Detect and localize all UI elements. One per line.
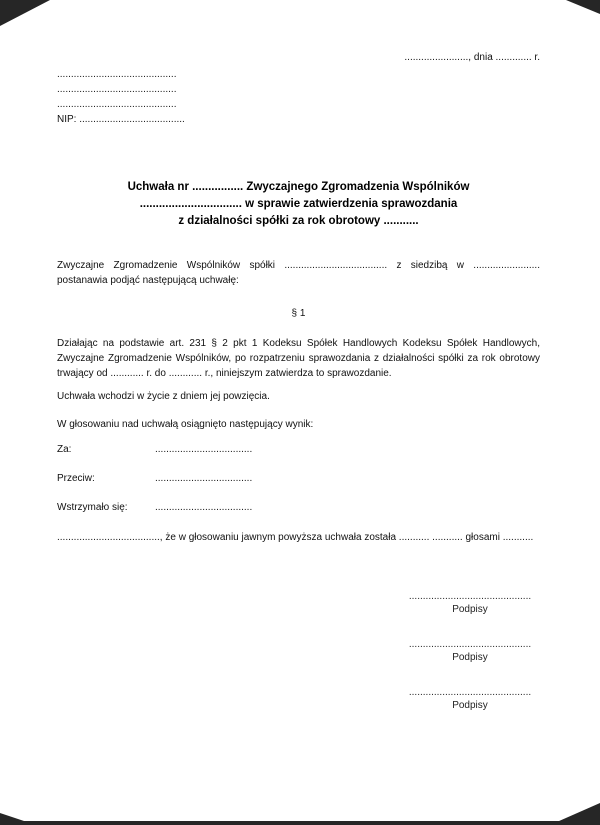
section-heading: § 1 [291, 308, 306, 319]
signature-block [400, 590, 540, 616]
voting-intro: W głosowaniu nad uchwałą osiągnięto następujący wynik: [57, 419, 314, 430]
signature-dots-line: ............................................ [408, 687, 532, 698]
title-line-3: z działalności spółki za rok obrotowy ........... [178, 215, 419, 227]
scan-corner-top-right [566, 0, 600, 14]
nip-line: NIP: ...................................... [57, 114, 185, 125]
date-line: ......................., dnia ............. r. [404, 52, 540, 63]
scan-corner-top-left [0, 0, 50, 26]
signature-block [400, 638, 540, 664]
sender-line: ........................................... [57, 69, 177, 80]
signature-area [400, 590, 540, 712]
vote-row-przeciw [57, 471, 540, 486]
signature-label: Podpisy [452, 604, 488, 615]
resolution-title [57, 179, 540, 230]
vote-value: ................................... [155, 444, 253, 455]
sender-block [57, 67, 540, 127]
vote-rows [57, 442, 540, 515]
closing-line: ....................................., że w głosowaniu jawnym powyższa uchwała została ........... ........... głosami ........... [57, 532, 534, 543]
vote-label: Wstrzymało się: [57, 502, 128, 513]
sender-line: ........................................... [57, 84, 177, 95]
body-paragraph: Działając na podstawie art. 231 § 2 pkt 1 Kodeksu Spółek Handlowych Kodeksu Spółek Handlowych, Zwyczajne Zgromadzenie Wspólników, po rozpatrzeniu sprawozdania z działalności spółki za rok obrotowy trwający od ............ r. do ............ r., niniejszym zatwierdza to sprawozdanie. [57, 338, 540, 379]
vote-value: ................................... [155, 502, 253, 513]
signature-label: Podpisy [452, 700, 488, 711]
title-line-1: Uchwała nr ................ Zwyczajnego Zgromadzenia Wspólników [127, 181, 470, 193]
signature-dots-line: ............................................ [408, 591, 532, 602]
vote-label: Przeciw: [57, 473, 95, 484]
title-line-2: ................................ w sprawie zatwierdzenia sprawozdania [139, 198, 458, 210]
signature-block [400, 686, 540, 712]
signature-dots-line: ............................................ [408, 639, 532, 650]
intro-paragraph: Zwyczajne Zgromadzenie Wspólników spółki ..................................... z siedzibą w ........................ postanawia podjąć następującą uchwałę: [57, 260, 540, 286]
vote-row-wstrzymalo [57, 500, 540, 515]
vote-value: ................................... [155, 473, 253, 484]
signature-label: Podpisy [452, 652, 488, 663]
document-content [57, 50, 540, 712]
sender-line: ........................................... [57, 99, 177, 110]
vote-row-za [57, 442, 540, 457]
vote-label: Za: [57, 444, 72, 455]
scan-edge-bottom [0, 821, 600, 825]
effective-date-line: Uchwała wchodzi w życie z dniem jej powzięcia. [57, 391, 270, 402]
